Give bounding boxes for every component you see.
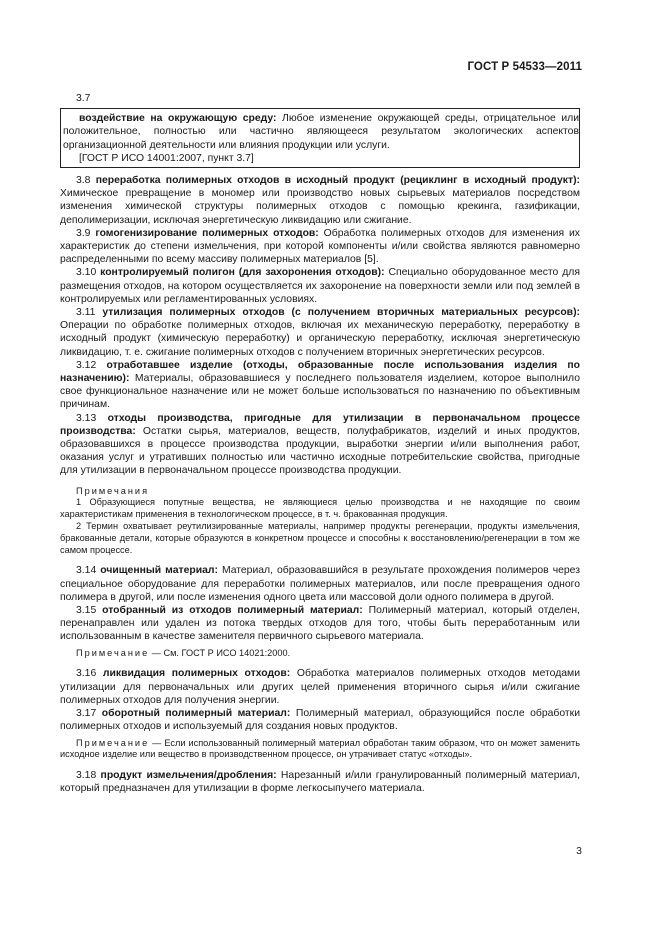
note-label: Примечание — [76, 737, 150, 748]
definition-text: Полимерный материал, образующийся после обработки полимерных отходов и используемый для создания новых продуктов. — [60, 708, 580, 733]
definition-3-16 — [60, 667, 580, 707]
note-3-15 — [60, 648, 580, 660]
item-number: 3.15 — [76, 605, 97, 617]
definition-text: Материалы, образовавшиеся у последнего пользователя изделием, которое выполнило свое функциональное назначение или не может больше использоваться по назначению по объективным причинам. — [60, 373, 580, 411]
definition-3-7 — [63, 112, 579, 152]
standard-code-header: ГОСТ Р 54533—2011 — [467, 61, 582, 73]
definition-3-8 — [60, 174, 580, 227]
definition-text: Специально оборудованное место для размещения отходов, на котором осуществляется их захоронение на поверхности земли или под землей в контролируемых или регламентированных условиях. — [60, 267, 580, 305]
term: гомогенизирование полимерных отходов: — [95, 227, 319, 239]
term: контролируемый полигон (для захоронения отходов): — [100, 267, 385, 279]
item-number: 3.11 — [76, 307, 96, 319]
definition-3-11 — [60, 306, 580, 359]
note-text: — См. ГОСТ Р ИСО 14021:2000. — [149, 647, 291, 658]
term: утилизация полимерных отходов (с получением вторичных материальных ресурсов): — [102, 307, 580, 319]
definition-text: Остатки сырья, материалов, веществ, полуфабрикатов, изделий и иных продуктов, образовавшихся в процессе производства продукции, выработки энергии и/или выполнения работ, оказания услуг и утративших полностью или частично исходные потребительские свойства, пригодные для утилизации в первоначальном процессе производства продукции. — [60, 425, 580, 477]
note-label: Примечание — [76, 647, 150, 658]
definition-text: Операции по обработке полимерных отходов, включая их механическую переработку, переработку в исходный продукт (химическую переработку) и органическую переработку, исключая энергетическую ликвидацию, т. е. сжигание полимерных отходов с получением вторичных энергетических ресурсов. — [60, 320, 580, 358]
note-2: 2 Термин охватывает реутилизированные материалы, например продукты регенерации, продукты измельчения, бракованные детали, которые образуются в конкретном процессе и способны к восстановлению/регенерации в том же самом процессе. — [60, 521, 580, 555]
note-text: — Если использованный полимерный материал обработан таким образом, что он может заменить исходное изделие или вещество в производственном процессе, он утрачивает статус «отходы». — [60, 737, 580, 760]
section-number: 3.7 — [76, 93, 91, 104]
definition-3-12 — [60, 359, 580, 412]
definition-text: Полимерный материал, который отделен, перенаправлен или удален из потока твердых отходов для того, чтобы быть переработанным или использованным в качестве заменителя первичного сырьевого материала. — [60, 605, 580, 643]
definition-text: Химическое превращение в мономер или производство новых сырьевых материалов посредством изменения химической структуры полимерных отходов с помощью крекинга, газификации, деполимеризации, исключая энергетическую ликвидацию или сжигание. — [60, 188, 580, 226]
item-number: 3.13 — [76, 412, 97, 424]
page-number: 3 — [576, 845, 582, 857]
definition-3-10 — [60, 266, 580, 306]
item-number: 3.10 — [76, 267, 97, 279]
definition-text: Любое изменение окружающей среды, отрицательное или положительное, полностью или частично являющееся результатом экологических аспектов организационной деятельности или влияния продукции или услуги. — [63, 113, 579, 151]
item-number: 3.12 — [76, 359, 97, 371]
definition-text: Обработка полимерных отходов для изменения их характеристик до степени измельчения, при которой компоненты и/или свойства являются равномерно распределенными по всему массиву полимерных материалов [5]. — [60, 227, 580, 266]
definition-3-15 — [60, 604, 580, 644]
item-number: 3.9 — [76, 227, 91, 239]
notes-title: Примечания — [76, 485, 150, 496]
definition-frame — [60, 108, 580, 168]
item-number: 3.8 — [76, 175, 91, 187]
notes-block — [60, 486, 580, 557]
term: переработка полимерных отходов в исходный продукт (рециклинг в исходный продукт): — [95, 175, 580, 187]
definition-3-14 — [60, 564, 580, 604]
term: очищенный материал: — [100, 565, 218, 577]
source-reference: [ГОСТ Р ИСО 14001:2007, пункт 3.7] — [79, 152, 254, 164]
definition-text: Обработка материалов полимерных отходов методами утилизации для первоначальных или других целей применения вторичного сырья и/или сжигание полимерных отходов для получения энергии. — [60, 668, 580, 706]
term: оборотный полимерный материал: — [101, 708, 291, 720]
item-number: 3.14 — [76, 565, 97, 577]
definition-3-13 — [60, 412, 580, 478]
item-number: 3.16 — [76, 668, 97, 680]
note-3-17 — [60, 738, 580, 762]
item-number: 3.17 — [76, 708, 97, 720]
definition-text: Нарезанный и/или гранулированный полимерный материал, который предназначен для утилизации в форме легкосыпучего материала. — [60, 770, 581, 795]
note-1: 1 Образующиеся попутные вещества, не являющиеся целью производства и не находящие по своим характеристикам применения в технологическом процессе, в т. ч. бракованная продукция. — [60, 497, 580, 520]
term: отобранный из отходов полимерный материал: — [102, 605, 363, 617]
term: ликвидация полимерных отходов: — [102, 668, 291, 680]
term: продукт измельчения/дробления: — [100, 770, 277, 782]
definition-3-9 — [60, 227, 580, 267]
definition-3-17 — [60, 707, 580, 733]
page-content — [60, 92, 580, 796]
item-number: 3.18 — [76, 770, 97, 782]
term: отработавшее изделие (отходы, образованные после использования изделия по назначению): — [60, 359, 581, 385]
definition-3-18 — [60, 769, 580, 795]
definition-text: Материал, образовавшийся в результате прохождения полимеров через специальное оборудование для переработки полимерных материалов, или после превращения одного полимера в другой, или после изменения одного цвета или массовой доли одного полимера в другой. — [60, 565, 580, 603]
term: воздействие на окружающую среду: — [79, 113, 277, 125]
term: отходы производства, пригодные для утилизации в первоначальном процессе производства: — [60, 412, 581, 437]
